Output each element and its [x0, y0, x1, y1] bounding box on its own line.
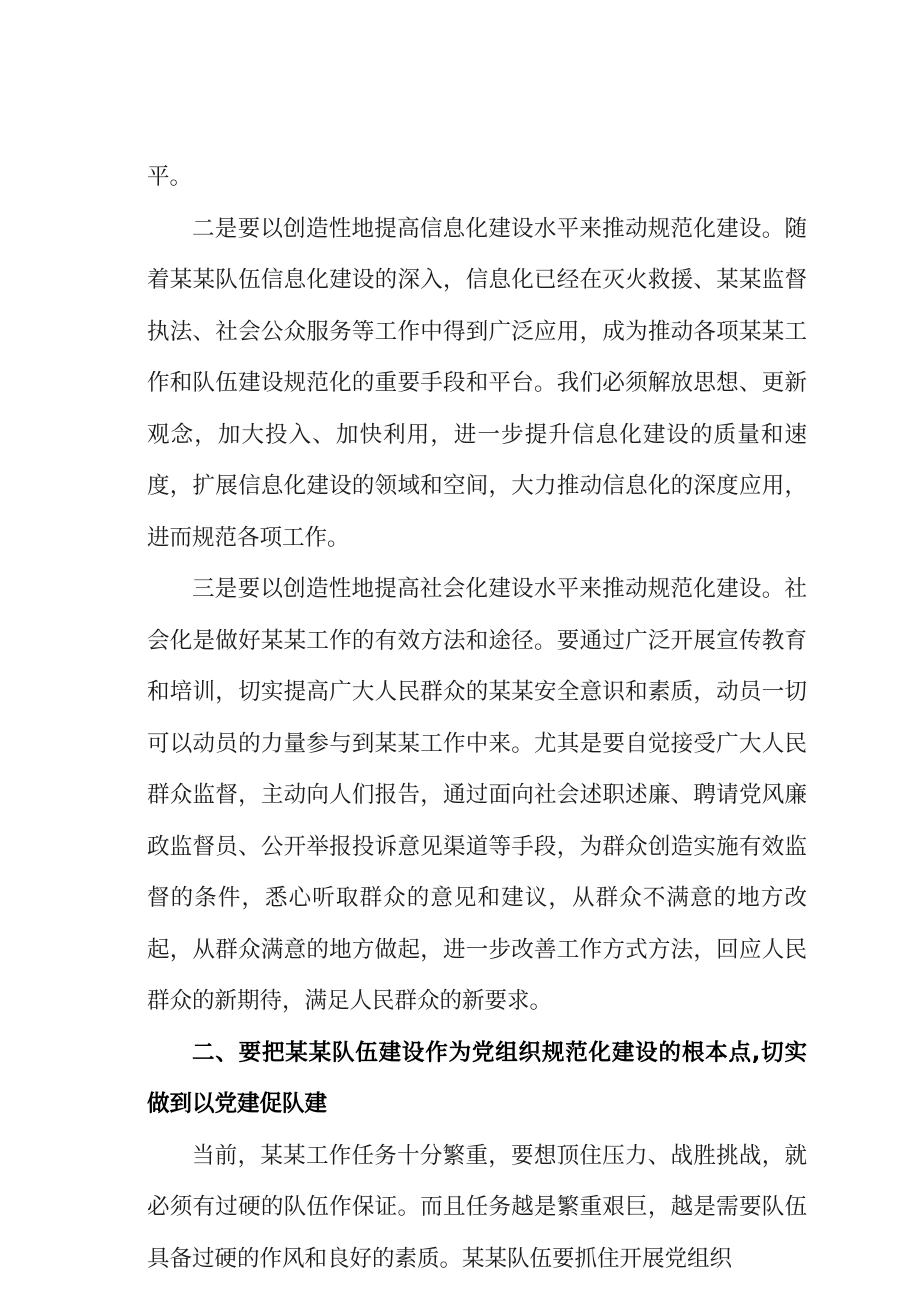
paragraph-socialization: 三是要以创造性地提高社会化建设水平来推动规范化建设。社会化是做好某某工作的有效方法和途径。要通过广泛开展宣传教育和培训，切实提高广大人民群众的某某安全意识和素质，动员一切可以动员的力量参与到某某工作中来。尤其是要自觉接受广大人民群众监督，主动向人们报告，通过面向社会述职述廉、聘请党风廉政监督员、公开举报投诉意见渠道等手段，为群众创造实施有效监督的条件，悉心听取群众的意见和建议，从群众不满意的地方改起，从群众满意的地方做起，进一步改善工作方式方法，回应人民群众的新期待，满足人民群众的新要求。 — [147, 576, 807, 1014]
paragraph-informatization: 二是要以创造性地提高信息化建设水平来推动规范化建设。随着某某队伍信息化建设的深入，信息化已经在灭火救援、某某监督执法、社会公众服务等工作中得到广泛应用，成为推动各项某某工作和队伍建设规范化的重要手段和平台。我们必须解放思想、更新观念，加大投入、加快利用，进一步提升信息化建设的质量和速度，扩展信息化建设的领域和空间，大力推动信息化的深度应用，进而规范各项工作。 — [147, 215, 807, 551]
document-body — [147, 152, 807, 1285]
section-heading: 二、要把某某队伍建设作为党组织规范化建设的根本点,切实做到以党建促队建 — [147, 1039, 807, 1117]
paragraph-continuation: 平。 — [147, 164, 193, 190]
paragraph-current-tasks: 当前，某某工作任务十分繁重，要想顶住压力、战胜挑战，就必须有过硬的队伍作保证。而且任务越是繁重艰巨，越是需要队伍具备过硬的作风和良好的素质。某某队伍要抓住开展党组织 — [147, 1142, 807, 1272]
